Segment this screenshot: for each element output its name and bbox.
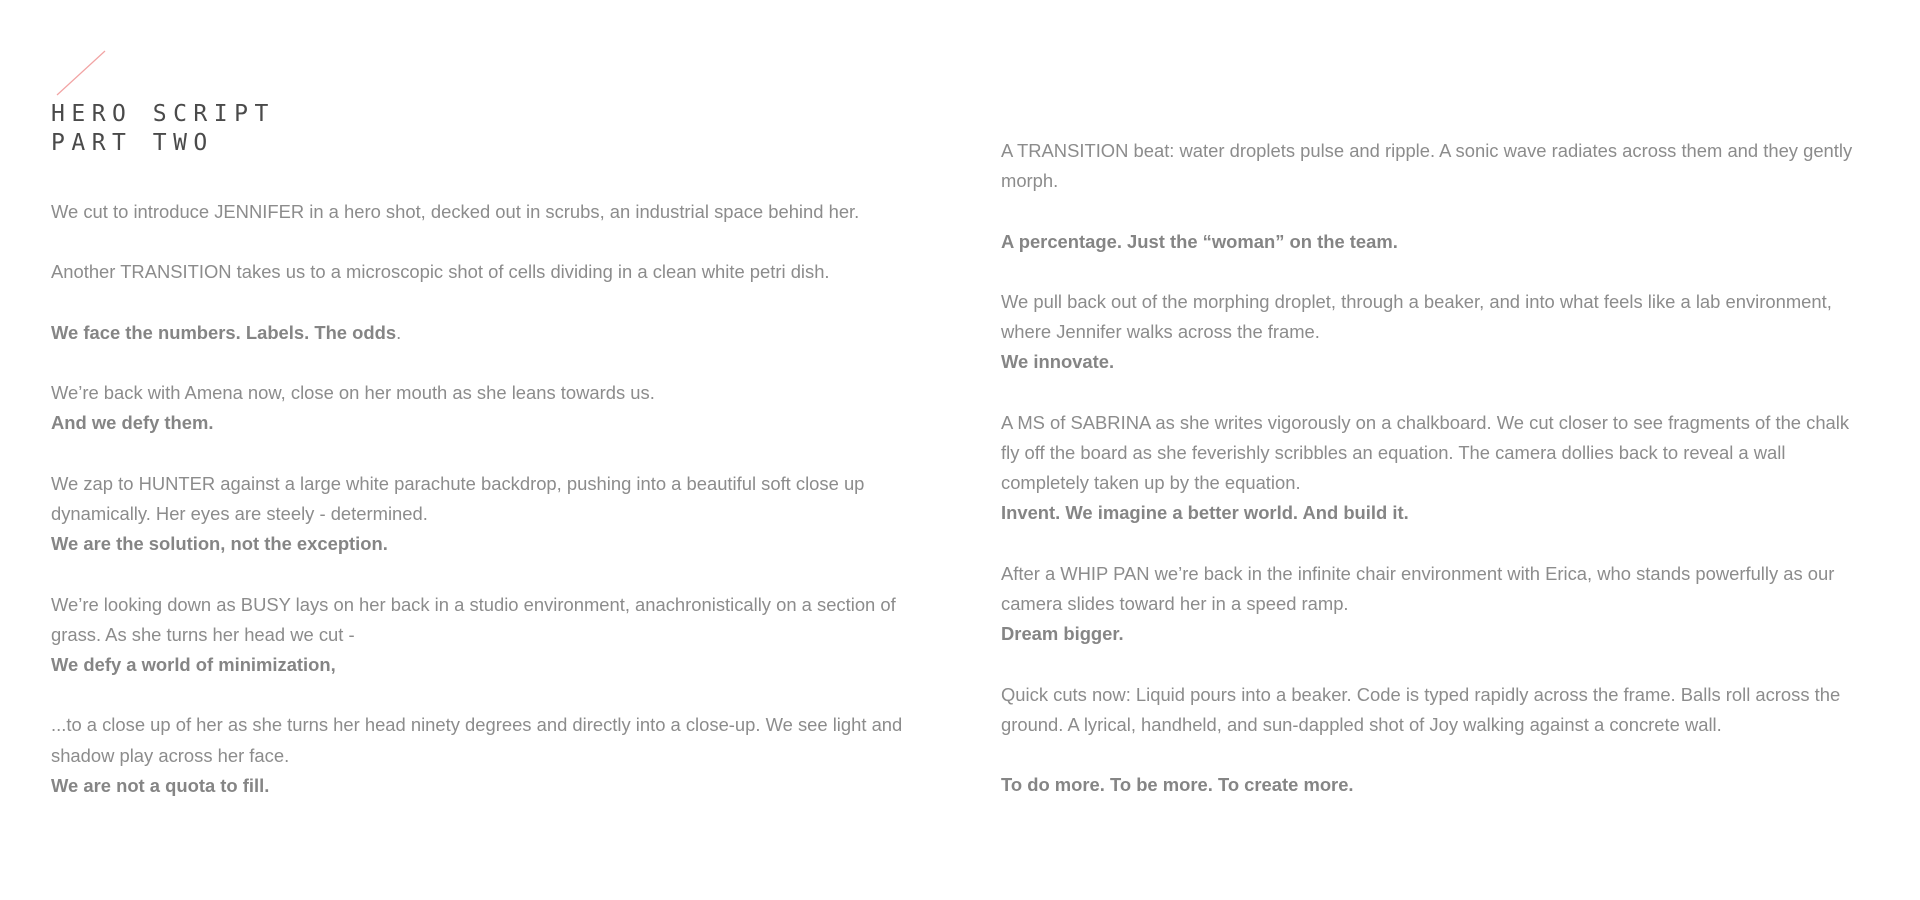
voiceover-line: Invent. We imagine a better world. And build it. xyxy=(1001,502,1409,524)
paragraph-line: After a WHIP PAN we’re back in the infinite chair environment with Erica, who stands powerfully as our xyxy=(1001,562,1835,584)
paragraph-line: grass. As she turns her head we cut - xyxy=(51,623,355,645)
paragraph-line: We pull back out of the morphing droplet, through a beaker, and into what feels like a lab environment, xyxy=(1001,290,1832,312)
script-paragraph xyxy=(1001,227,1861,257)
voiceover-bold-text: We face the numbers. Labels. The odds xyxy=(51,321,397,343)
diagonal-line-icon xyxy=(56,50,106,96)
paragraph-text: Another TRANSITION takes us to a microscopic shot of cells dividing in a clean white petri dish. xyxy=(51,261,830,283)
voiceover-line: We innovate. xyxy=(1001,351,1115,373)
voiceover-line: We defy a world of minimization, xyxy=(51,653,336,675)
voiceover-tail-text: . xyxy=(396,321,402,343)
paragraph-line: A TRANSITION beat: water droplets pulse and ripple. A sonic wave radiates across them and they gently xyxy=(1001,140,1853,161)
left-column xyxy=(51,197,931,831)
paragraph-line: We’re looking down as BUSY lays on her back in a studio environment, anachronistically on a section of xyxy=(51,593,896,615)
paragraph-line: A MS of SABRINA as she writes vigorously on a chalkboard. We cut closer to see fragments of the chalk xyxy=(1001,411,1850,433)
paragraph-line: morph. xyxy=(1001,170,1059,192)
paragraph-text: We’re back with Amena now, close on her mouth as she leans towards us. xyxy=(51,382,655,404)
paragraph-line: dynamically. Her eyes are steely - determined. xyxy=(51,502,428,524)
script-paragraph xyxy=(51,378,931,438)
script-paragraph xyxy=(51,590,931,681)
title-line-2: PART TWO xyxy=(51,130,214,156)
voiceover-line: We are not a quota to fill. xyxy=(51,774,270,796)
paragraph-line: completely taken up by the equation. xyxy=(1001,472,1301,494)
paragraph-line: shadow play across her face. xyxy=(51,744,290,766)
script-paragraph xyxy=(1001,136,1861,196)
script-paragraph xyxy=(1001,770,1861,800)
paragraph-line: ...to a close up of her as she turns her head ninety degrees and directly into a close-up. We see light and xyxy=(51,714,903,736)
paragraph-text: We cut to introduce JENNIFER in a hero shot, decked out in scrubs, an industrial space behind her. xyxy=(51,201,860,222)
script-paragraph xyxy=(51,197,931,227)
paragraph-line: camera slides toward her in a speed ramp. xyxy=(1001,592,1349,614)
script-paragraph xyxy=(51,710,931,801)
paragraph-line: ground. A lyrical, handheld, and sun-dappled shot of Joy walking against a concrete wall. xyxy=(1001,713,1722,735)
page-title xyxy=(51,100,275,158)
script-paragraph xyxy=(51,318,931,348)
voiceover-line: To do more. To be more. To create more. xyxy=(1001,774,1354,796)
paragraph-line: We zap to HUNTER against a large white parachute backdrop, pushing into a beautiful soft close up xyxy=(51,472,865,494)
script-paragraph xyxy=(1001,680,1861,740)
voiceover-line: We are the solution, not the exception. xyxy=(51,533,388,555)
voiceover-line: And we defy them. xyxy=(51,412,214,434)
voiceover-line: A percentage. Just the “woman” on the team. xyxy=(1001,230,1398,252)
script-paragraph xyxy=(51,257,931,287)
right-column xyxy=(1001,136,1861,831)
voiceover-line xyxy=(51,318,931,348)
paragraph-line: Quick cuts now: Liquid pours into a beaker. Code is typed rapidly across the frame. Balls roll across the xyxy=(1001,683,1841,705)
voiceover-line: Dream bigger. xyxy=(1001,623,1124,645)
script-paragraph xyxy=(1001,408,1861,529)
script-paragraph xyxy=(1001,559,1861,650)
script-paragraph xyxy=(51,469,931,560)
paragraph-line: where Jennifer walks across the frame. xyxy=(1001,321,1320,343)
title-line-1: HERO SCRIPT xyxy=(51,101,275,127)
script-paragraph xyxy=(1001,287,1861,378)
paragraph-line: fly off the board as she feverishly scribbles an equation. The camera dollies back to reveal a wall xyxy=(1001,441,1786,463)
